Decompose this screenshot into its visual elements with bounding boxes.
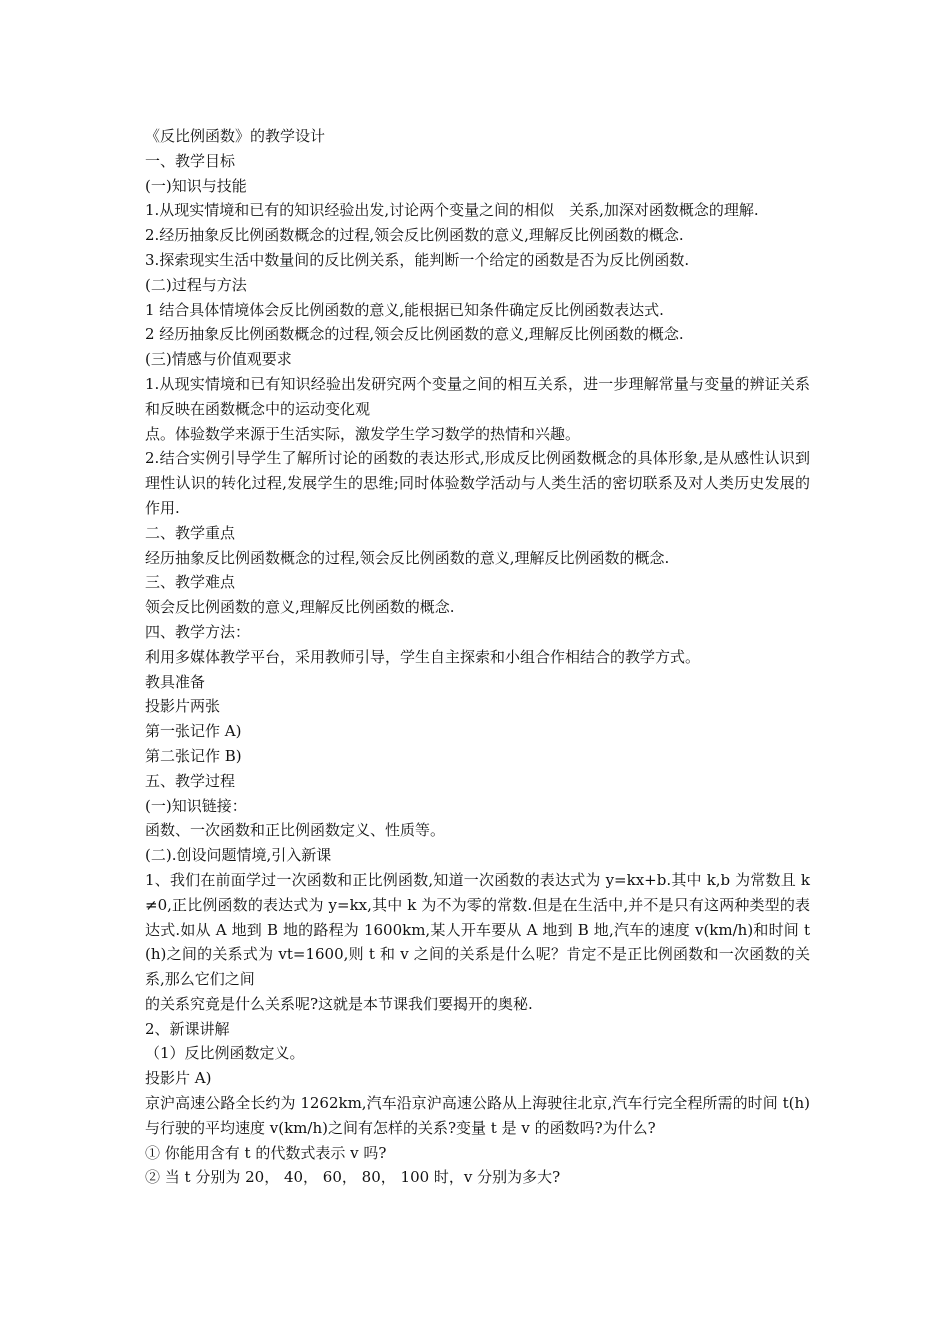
subheading-emotion-values: (三)情感与价值观要求 [145, 350, 292, 369]
document-title: 《反比例函数》的教学设计 [145, 127, 326, 145]
paragraph: 领会反比例函数的意义,理解反比例函数的概念. [145, 598, 455, 617]
paragraph: 3.探索现实生活中数量间的反比例关系，能判断一个给定的函数是否为反比例函数. [145, 250, 690, 269]
subheading-teaching-aids: 教具准备 [145, 672, 206, 691]
paragraph: 投影片两张 [145, 697, 221, 716]
paragraph: 2.结合实例引导学生了解所讨论的函数的表达形式,形成反比例函数概念的具体形象,是从感性认识到理性认识的转化过程,发展学生的思维;同时体验数学活动与人类生活的密切联系及对人类历史发展的作用. [145, 449, 810, 517]
paragraph: 第一张记作 A) [145, 722, 242, 741]
paragraph: 2.经历抽象反比例函数概念的过程,领会反比例函数的意义,理解反比例函数的概念. [145, 226, 684, 245]
paragraph: （1）反比例函数定义。 [145, 1044, 305, 1063]
paragraph: 2 经历抽象反比例函数概念的过程,领会反比例函数的意义,理解反比例函数的概念. [145, 325, 684, 344]
paragraph: 投影片 A) [145, 1069, 212, 1088]
subheading-new-lesson: 2、新课讲解 [145, 1019, 230, 1038]
question-item: ① 你能用含有 t 的代数式表示 v 吗? [145, 1143, 387, 1162]
section-heading-objectives: 一、教学目标 [145, 151, 236, 170]
paragraph: 1 结合具体情境体会反比例函数的意义,能根据已知条件确定反比例函数表达式. [145, 300, 664, 319]
subheading-process-method: (二)过程与方法 [145, 275, 247, 294]
subheading-problem-situation: (二).创设问题情境,引入新课 [145, 846, 332, 865]
paragraph: 的关系究竟是什么关系呢?这就是本节课我们要揭开的奥秘. [145, 994, 533, 1013]
document-body [145, 124, 810, 1190]
paragraph: 1.从现实情境和已有知识经验出发研究两个变量之间的相互关系，进一步理解常量与变量的辨证关系和反映在函数概念中的运动变化观 [145, 374, 810, 418]
subheading-knowledge-skills: (一)知识与技能 [145, 176, 247, 195]
paragraph: 点。体验数学来源于生活实际，激发学生学习数学的热情和兴趣。 [145, 424, 581, 443]
section-heading-methods: 四、教学方法： [145, 622, 251, 641]
paragraph: 经历抽象反比例函数概念的过程,领会反比例函数的意义,理解反比例函数的概念. [145, 548, 670, 567]
section-heading-difficulties: 三、教学难点 [145, 573, 236, 592]
paragraph: 1、我们在前面学过一次函数和正比例函数,知道一次函数的表达式为 y=kx+b.其中 k,b 为常数且 k≠0,正比例函数的表达式为 y=kx,其中 k 为不为零的常数.但是在生活中,并不是只有这两种类型的表达式.如从 A 地到 B 地的路程为 1600km,某人开车要从 A 地到 B 地,汽车的速度 v(km/h)和时间 t(h)之间的关系式为 vt=1600,则 t 和 v 之间的关系是什么呢？肯定不是正比例函数和一次函数的关系,那么它们之间 [145, 870, 810, 989]
question-item: ② 当 t 分别为 20， 40， 60， 80， 100 时，v 分别为多大? [145, 1168, 561, 1187]
paragraph: 京沪高速公路全长约为 1262km,汽车沿京沪高速公路从上海驶往北京,汽车行完全程所需的时间 t(h)与行驶的平均速度 v(km/h)之间有怎样的关系?变量 t 是 v 的函数吗?为什么? [145, 1094, 810, 1137]
paragraph: 第二张记作 B) [145, 746, 242, 765]
paragraph: 利用多媒体教学平台，采用教师引导，学生自主探索和小组合作相结合的教学方式。 [145, 647, 701, 666]
paragraph: 1.从现实情境和已有的知识经验出发,讨论两个变量之间的相似 关系,加深对函数概念的理解. [145, 201, 759, 220]
subheading-knowledge-link: (一)知识链接： [145, 796, 247, 815]
paragraph: 函数、一次函数和正比例函数定义、性质等。 [145, 821, 446, 840]
section-heading-key-points: 二、教学重点 [145, 523, 236, 542]
section-heading-process: 五、教学过程 [145, 771, 236, 790]
